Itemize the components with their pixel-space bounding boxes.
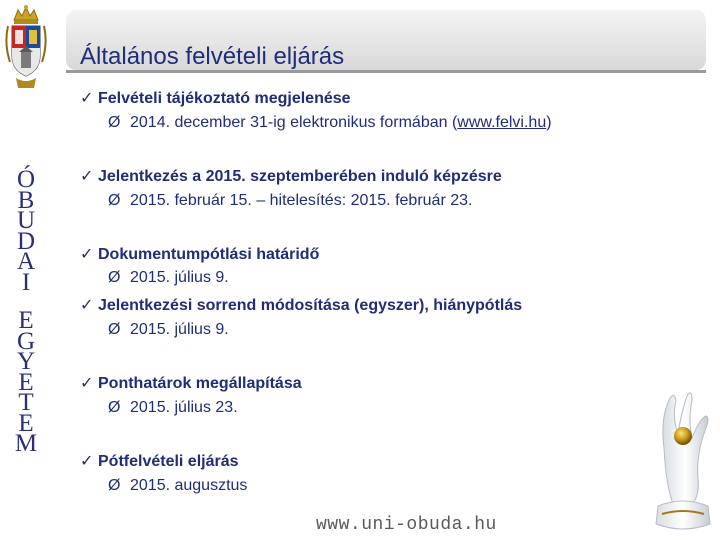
vertical-letter: Y <box>16 348 36 375</box>
vertical-letter: E <box>18 368 34 396</box>
vertical-university-name <box>0 166 52 457</box>
bullet-item <box>80 88 351 108</box>
vertical-letter: U <box>16 207 36 234</box>
check-icon: ✓ <box>80 90 94 107</box>
sub-item <box>108 114 552 132</box>
vertical-letter: Ó <box>16 166 36 193</box>
sub-text: 2015. július 23. <box>130 399 238 416</box>
sub-text: 2014. december 31-ig elektronikus formában ( <box>130 114 458 131</box>
sub-item <box>108 321 229 339</box>
footer-url: www.uni-obuda.hu <box>316 515 497 535</box>
vertical-letter: E <box>18 409 34 437</box>
vertical-letter: M <box>14 430 38 457</box>
sub-item <box>108 192 472 210</box>
bullet-item <box>80 373 302 393</box>
bullet-text: Dokumentumpótlási határidő <box>98 246 320 263</box>
arrow-icon: Ø <box>108 269 121 286</box>
bullet-text: Jelentkezési sorrend módosítása (egyszer), hiánypótlás <box>98 297 523 314</box>
sub-item <box>108 399 238 417</box>
bullet-text: Jelentkezés a 2015. szeptemberében induló képzésre <box>98 168 502 185</box>
bullet-text: Felvételi tájékoztató megjelenése <box>98 90 351 107</box>
arrow-icon: Ø <box>108 399 121 416</box>
arrow-icon: Ø <box>108 321 121 338</box>
sub-item <box>108 269 229 287</box>
bullet-item <box>80 451 239 471</box>
arrow-icon: Ø <box>108 114 121 131</box>
sub-text: 2015. február 15. – hitelesítés: 2015. február 23. <box>130 192 473 209</box>
sub-text: 2015. július 9. <box>130 321 229 338</box>
sidebar <box>0 0 52 540</box>
vertical-letter: E <box>18 307 34 334</box>
sub-item <box>108 477 247 495</box>
sub-text: 2015. július 9. <box>130 269 229 286</box>
coat-of-arms-icon <box>4 4 48 90</box>
slide-title: Általános felvételi eljárás <box>80 43 345 70</box>
bullet-item <box>80 166 502 186</box>
sub-text: 2015. augusztus <box>130 477 248 494</box>
vertical-letter: T <box>18 389 34 416</box>
felvi-link[interactable]: www.felvi.hu <box>457 114 547 131</box>
check-icon: ✓ <box>80 375 94 392</box>
check-icon: ✓ <box>80 168 94 185</box>
bullet-text: Pótfelvételi eljárás <box>98 453 239 470</box>
check-icon: ✓ <box>80 297 94 314</box>
vertical-letter: B <box>17 186 35 214</box>
vertical-letter: A <box>16 248 36 275</box>
vertical-letter: D <box>16 227 36 255</box>
check-icon: ✓ <box>80 453 94 470</box>
vertical-letter: G <box>16 327 36 355</box>
arrow-icon: Ø <box>108 477 121 494</box>
vertical-letter: I <box>21 268 31 296</box>
bullet-item <box>80 295 522 315</box>
bullet-text: Ponthatárok megállapítása <box>98 375 302 392</box>
check-icon: ✓ <box>80 246 94 263</box>
hand-statue-icon <box>650 388 716 536</box>
arrow-icon: Ø <box>108 192 121 209</box>
bullet-item <box>80 244 319 264</box>
sub-text-suffix: ) <box>546 114 552 131</box>
